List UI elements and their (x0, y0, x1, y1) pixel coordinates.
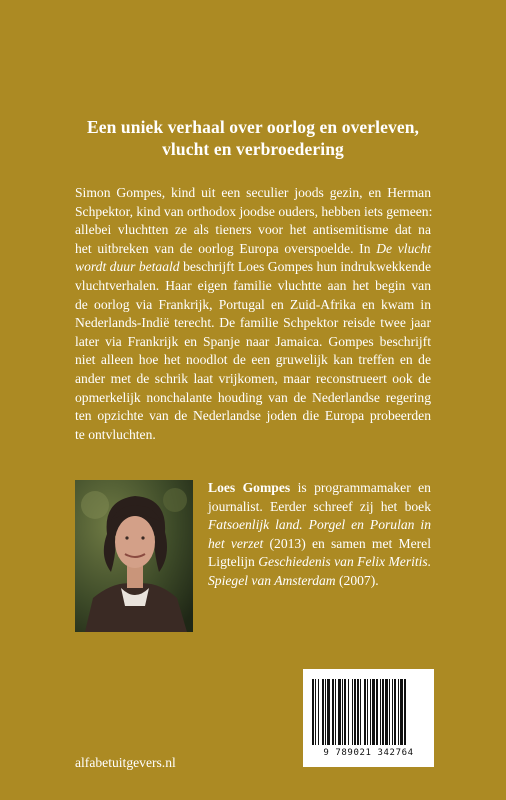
blurb-line: Schpektor, kind van orthodox joodse ouders, hebben iets gemeen: (75, 203, 433, 219)
book-title-italic: Spiegel van Amsterdam (208, 572, 336, 588)
blurb-line: Nederlands-Indië terecht. De familie Schpektor reisde twee jaar (75, 315, 431, 331)
book-title-italic: wordt duur betaald (75, 259, 180, 275)
book-title-italic: Geschiedenis van Felix Meritis. (258, 554, 432, 570)
book-title-italic: Fatsoenlijk land. Porgel en Porulan in (208, 517, 431, 533)
publisher-url[interactable]: alfabetuitgevers.nl (75, 755, 176, 770)
bio-line (208, 479, 431, 498)
blurb-line (75, 240, 431, 259)
bio-text: (2013) en samen met Merel (269, 535, 431, 551)
author-photo (75, 480, 193, 632)
author-bio (208, 479, 431, 591)
blurb-line (75, 258, 431, 277)
blurb-line: later via Frankrijk en Spanje naar Jamaica. Gompes beschrijft (75, 333, 431, 349)
blurb-line: opmerkelijk nonchalante houding van de Nederlandse regering (75, 389, 431, 405)
blurb-line: allebei vluchtten ze als tieners voor het antisemitisme dat na (75, 222, 431, 238)
headline-line-1: Een uniek verhaal over oorlog en overleven, (86, 117, 420, 137)
isbn-barcode (303, 669, 434, 767)
bio-line: journalist. Eerder schreef zij het boek (208, 498, 431, 514)
blurb-line: niet alleen hoe het noodlot de een gruwelijk kan treffen en de (75, 352, 431, 368)
book-title-italic: De vlucht (376, 240, 431, 256)
bio-text: Ligtelijn (208, 554, 255, 570)
bio-line (208, 535, 431, 554)
book-blurb (75, 184, 431, 444)
back-cover-headline (0, 116, 506, 160)
bio-text: (2007). (339, 572, 379, 588)
blurb-text: beschrijft Loes Gompes hun indrukwekkende (183, 259, 431, 275)
bio-text: is programmamaker en (297, 480, 431, 495)
blurb-line: Simon Gompes, kind uit een seculier joods gezin, en Herman (75, 185, 431, 200)
blurb-line: de oorlog via Frankrijk, Portugal en Zuid-Afrika en kwam in (75, 296, 431, 312)
author-name: Loes Gompes (208, 480, 291, 495)
blurb-line: ten opzichte van de Nederlandse joden die Europa probeerden (75, 408, 431, 424)
isbn-number: 9 789021 342764 (323, 748, 414, 758)
bio-line (208, 572, 431, 591)
bio-line (208, 516, 431, 535)
blurb-line: te ontvluchten. (75, 426, 156, 442)
book-title-italic: het verzet (208, 535, 264, 551)
blurb-text: het uitbreken van de oorlog Europa overspoelde. In (75, 240, 371, 256)
headline-line-2: vlucht en verbroedering (162, 139, 344, 159)
blurb-line: vluchtverhalen. Haar eigen familie vluchtte aan het begin van (75, 277, 431, 293)
blurb-line: ander met de schrik laat vrijkomen, maar reconstrueert ook de (75, 370, 431, 386)
bio-line (208, 553, 431, 572)
barcode-bars (310, 679, 427, 747)
